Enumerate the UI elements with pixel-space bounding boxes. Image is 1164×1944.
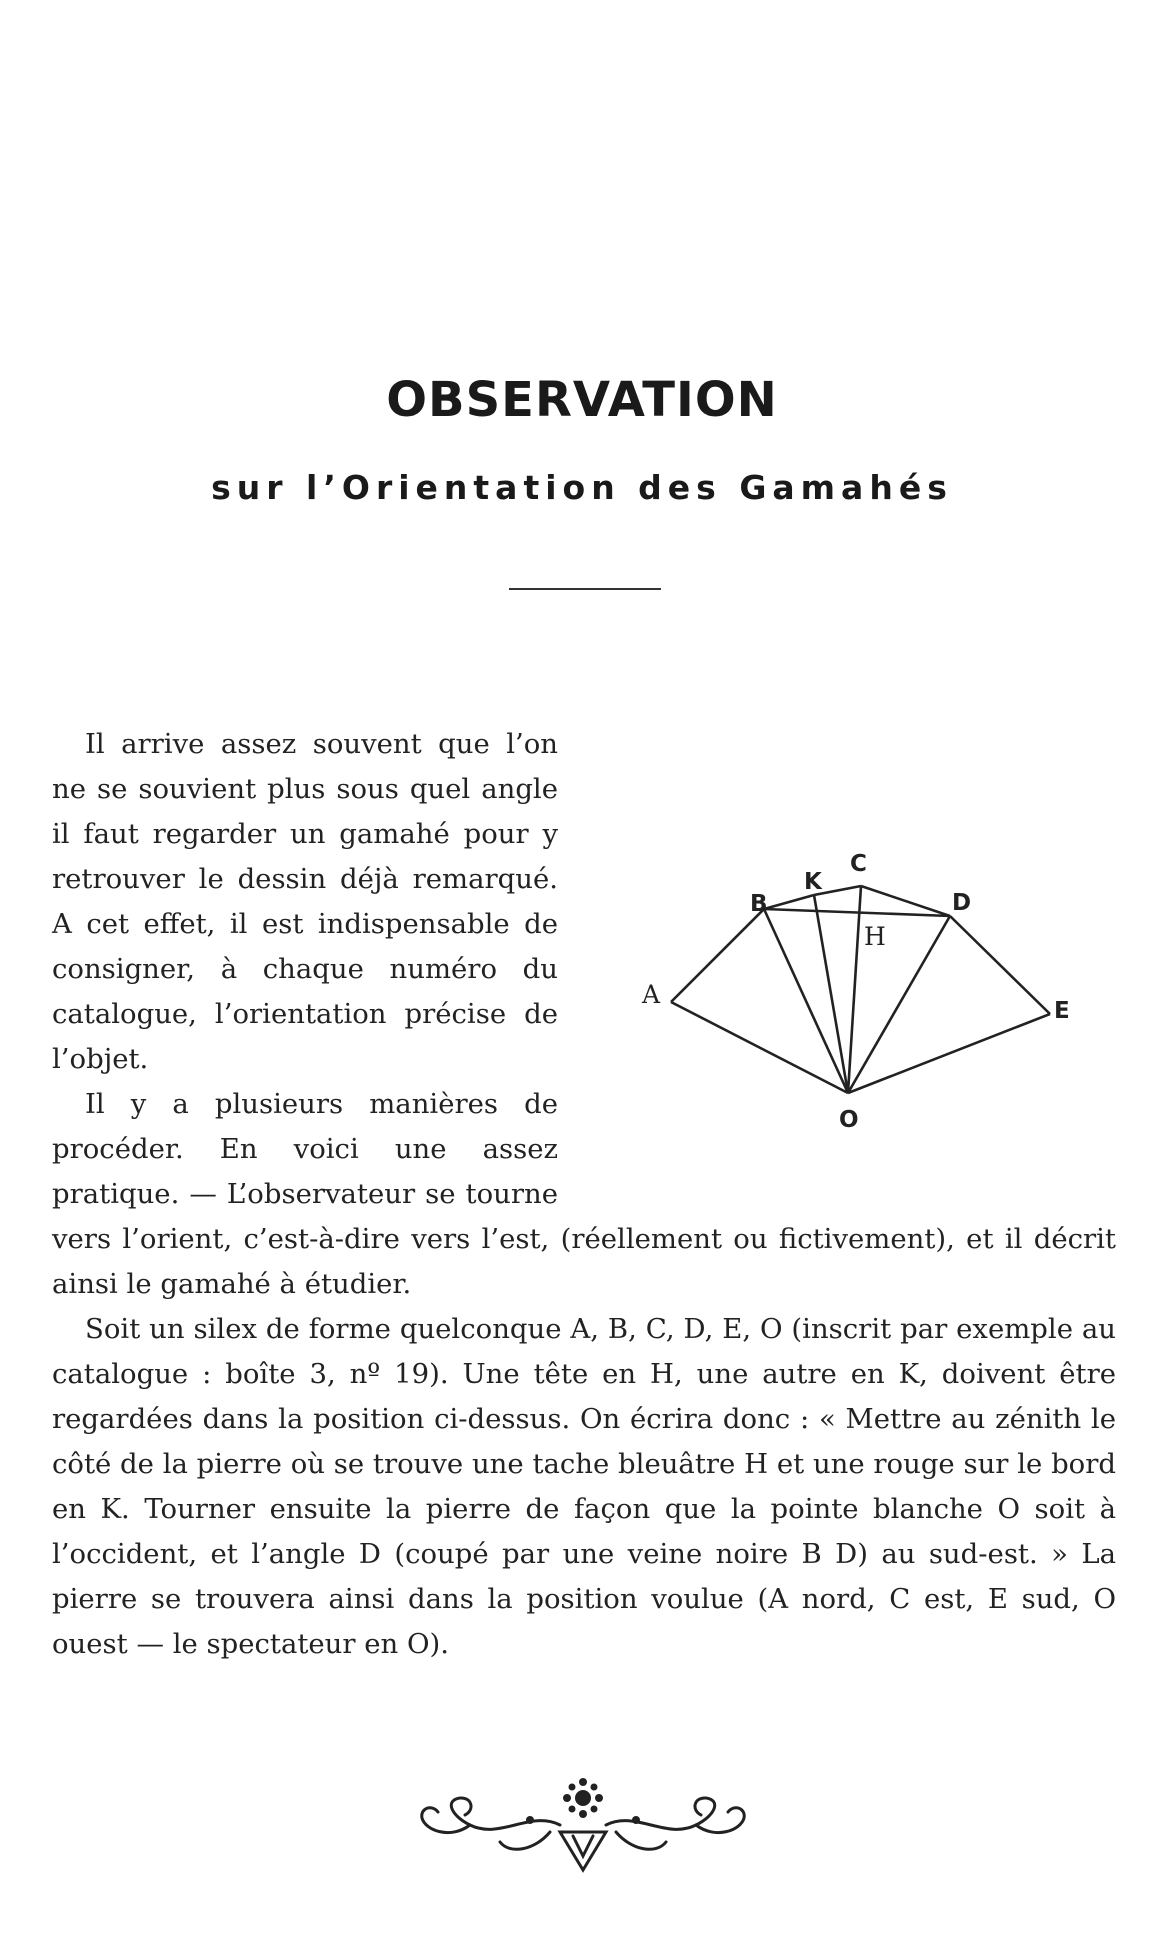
- edge-a-b: [671, 909, 764, 1002]
- silex-diagram: [578, 767, 1116, 1197]
- scroll-right: [606, 1798, 715, 1829]
- body-text: [52, 722, 1116, 1667]
- scroll-left: [451, 1798, 560, 1829]
- silex-diagram-svg: [578, 767, 1116, 1197]
- chord-b-d: [764, 909, 950, 916]
- scroll-dot: [632, 1816, 640, 1824]
- edge-o-a: [671, 1002, 848, 1093]
- ray-o-b: [764, 909, 848, 1093]
- edge-e-o: [848, 1014, 1050, 1093]
- point-label-a: A: [642, 980, 661, 1009]
- tailpiece-ornament: [410, 1770, 756, 1880]
- point-label-o: O: [839, 1107, 859, 1133]
- scroll-left-lower: [500, 1832, 550, 1849]
- rosette-petal: [579, 1778, 587, 1786]
- edge-c-d: [861, 886, 950, 916]
- rosette-petal: [569, 1784, 576, 1791]
- rosette-petal: [591, 1806, 598, 1813]
- ornament-svg: [410, 1770, 756, 1880]
- title-divider: [509, 588, 661, 590]
- central-pendant-inner: [573, 1836, 593, 1856]
- page-title: OBSERVATION: [386, 372, 778, 428]
- point-label-h: H: [864, 922, 886, 951]
- page-subtitle: sur l’Orientation des Gamahés: [211, 468, 953, 507]
- ray-o-k: [814, 895, 848, 1093]
- scroll-dot: [526, 1816, 534, 1824]
- paragraph: Soit un silex de forme quelconque A, B, C, D, E, O (inscrit par exemple au catalogue : boîte 3, nº 19). Une tête en H, une autre en K, doivent être regardées dans la position ci-dessus. On écrira donc : « Mettre au zénith le côté de la pierre où se trouve une tache bleuâtre H et une rouge sur le bord en K. Tourner ensuite la pierre de façon que la pointe blanche O soit à l’occident, et l’angle D (coupé par une veine noire B D) au sud-est. » La pierre se trouvera ainsi dans la position voulue (A nord, C est, E sud, O ouest — le spectateur en O).: [52, 1313, 1116, 1660]
- paragraph: Il arrive assez souvent que l’on ne se souvient plus sous quel angle il faut regarder un gamahé pour y retrouver le dessin déjà remarqué. A cet effet, il est indispensable de consigner, à chaque numéro du catalogue, l’orientation précise de l’objet.: [52, 728, 558, 1075]
- rosette-petal: [595, 1794, 603, 1802]
- rosette-petal: [569, 1806, 576, 1813]
- central-pendant: [560, 1832, 606, 1870]
- point-label-e: E: [1054, 998, 1070, 1024]
- rosette-petal: [563, 1794, 571, 1802]
- point-label-c: C: [850, 851, 867, 877]
- point-label-d: D: [952, 890, 972, 916]
- rosette-petal: [591, 1784, 598, 1791]
- ray-o-c: [848, 886, 861, 1093]
- rosette-petal: [579, 1810, 587, 1818]
- edge-b-k: [764, 895, 814, 909]
- edge-d-e: [950, 916, 1050, 1014]
- point-label-b: B: [750, 891, 768, 917]
- paragraph: Il y a plusieurs manières de procéder. En voici une assez pratique. — L’observateur se tourne vers l’orient, c’est-à-dire vers l’est, (réellement ou fictivement), et il décrit ainsi le gamahé à étudier.: [52, 1088, 1116, 1300]
- rosette-center: [575, 1790, 591, 1806]
- point-label-k: K: [804, 869, 822, 895]
- scroll-right-lower: [616, 1832, 666, 1849]
